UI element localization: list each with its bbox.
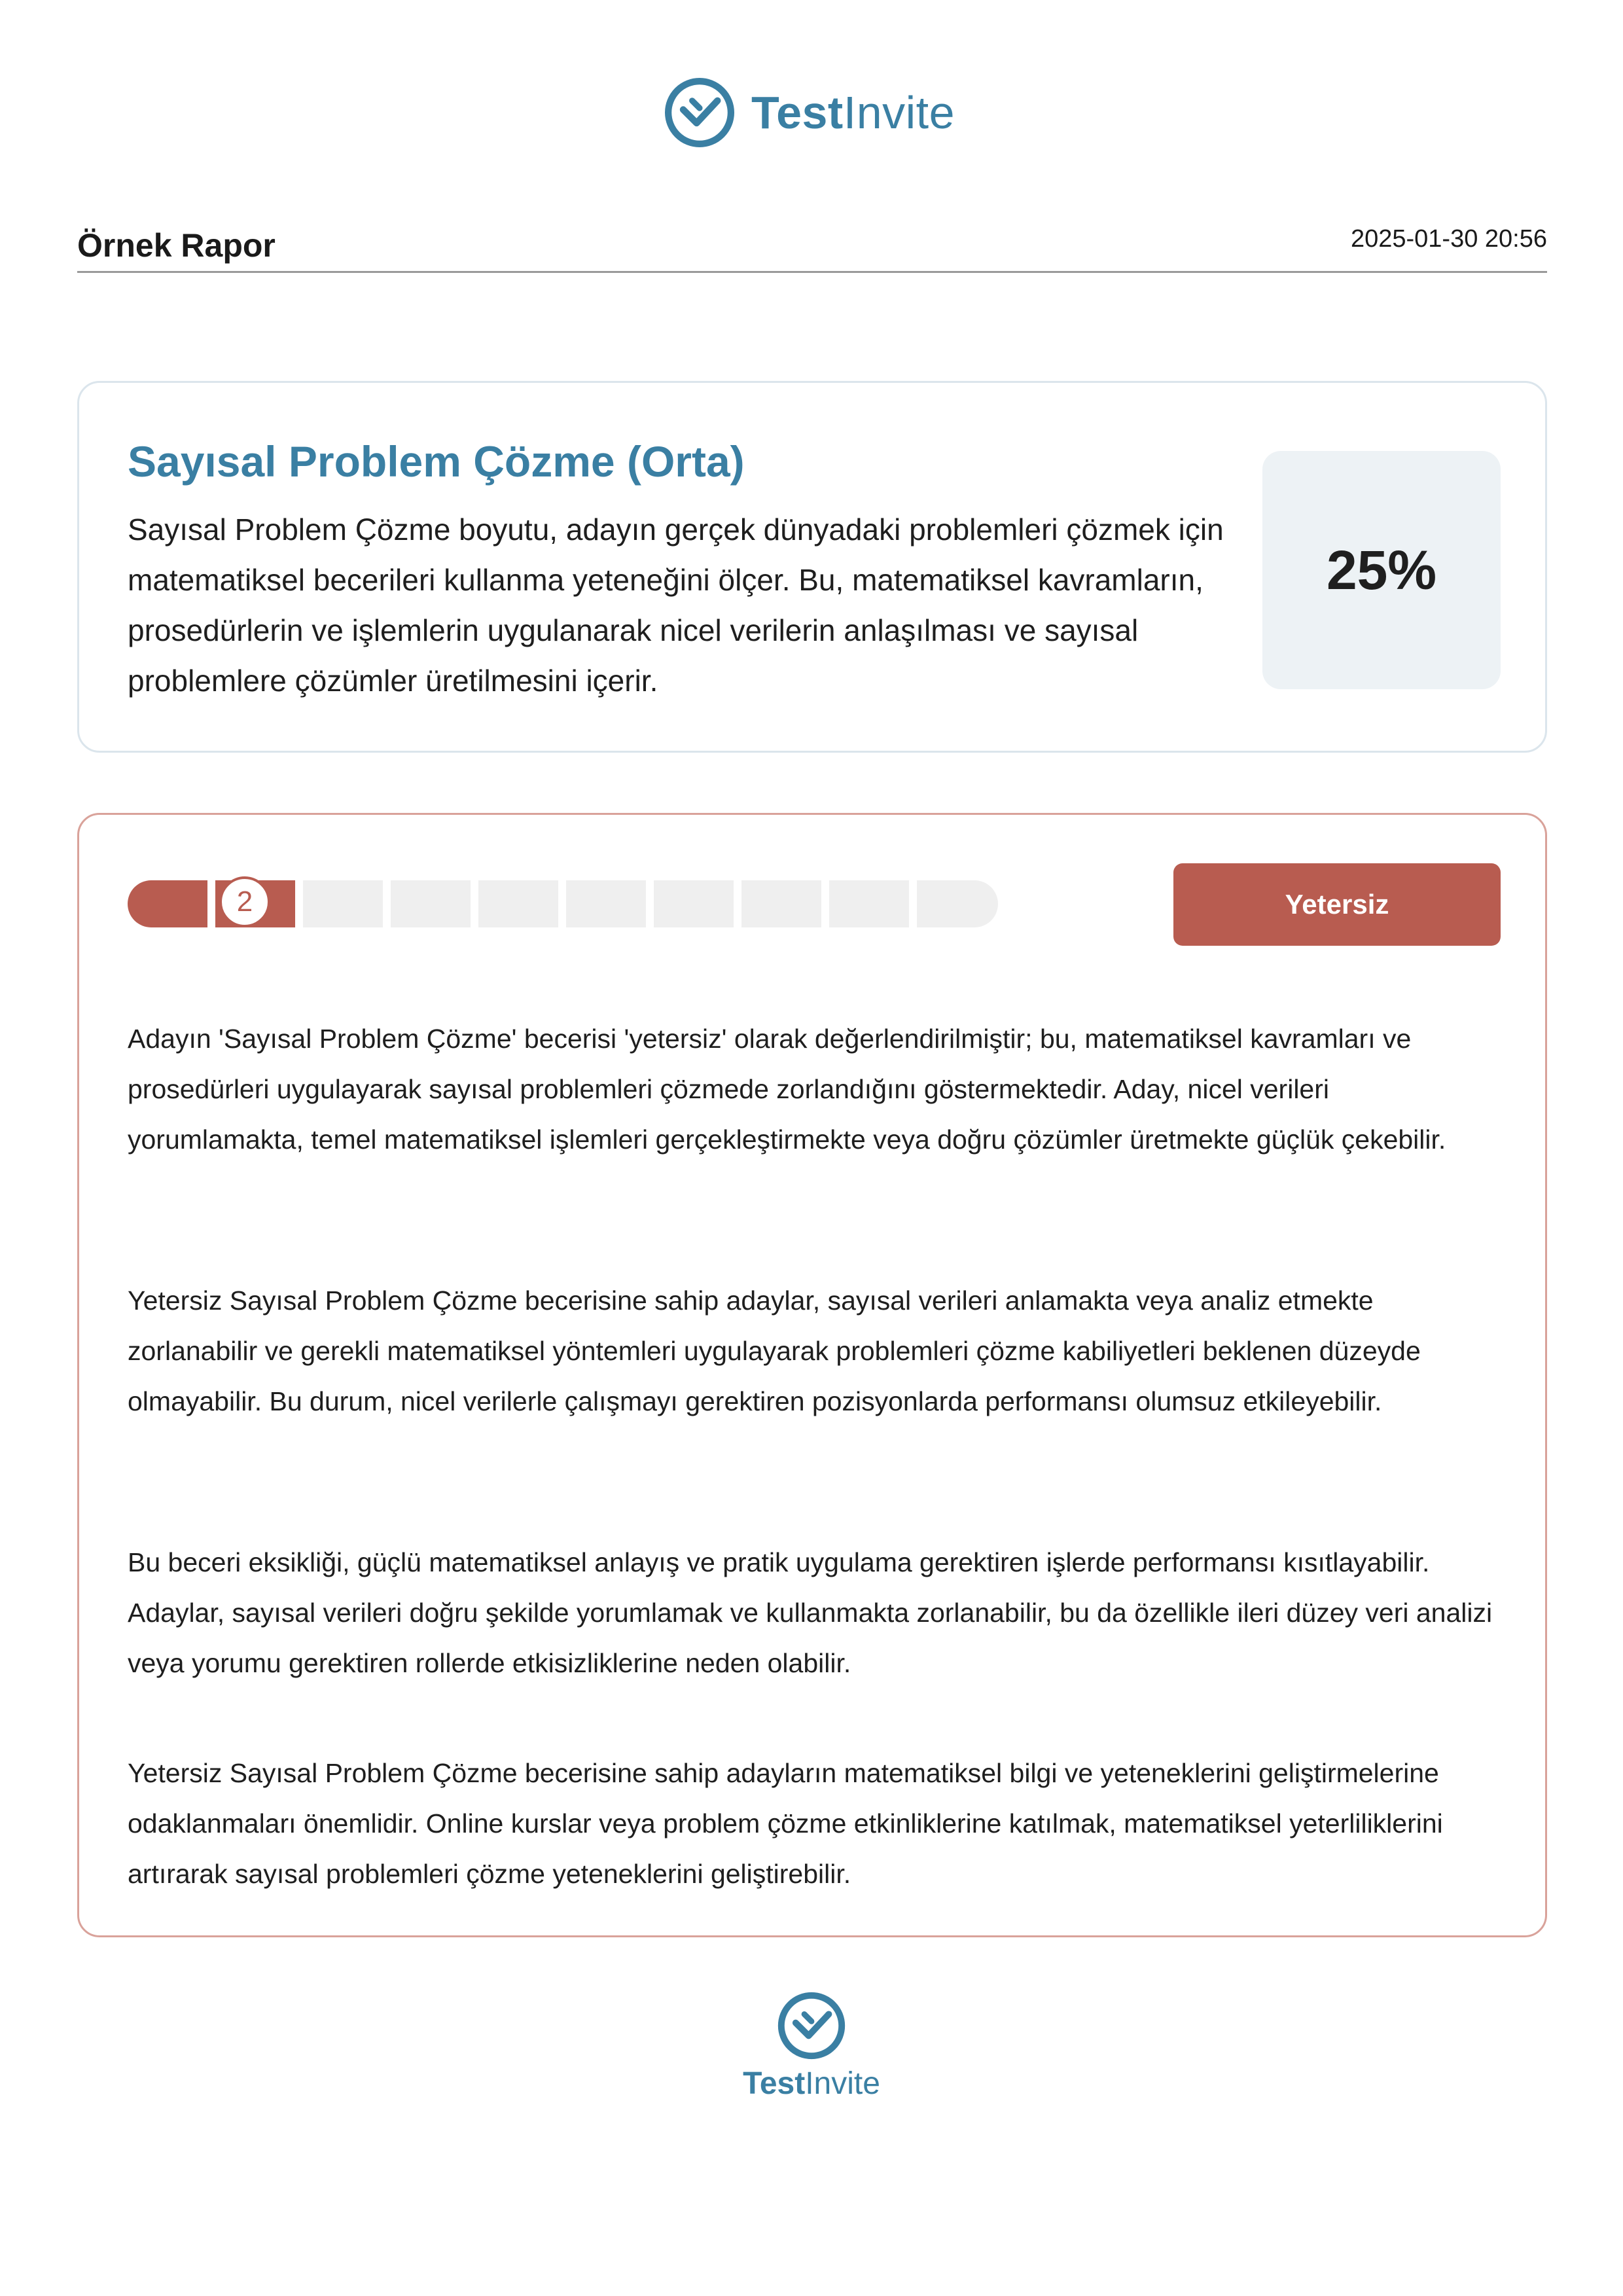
level-segment xyxy=(741,880,821,927)
dimension-title: Sayısal Problem Çözme (Orta) xyxy=(128,437,745,486)
analysis-paragraph: Yetersiz Sayısal Problem Çözme becerisine sahip adayların matematiksel bilgi ve yeteneklerini geliştirmelerine odaklanmaları önemlidir. Online kurslar veya problem çözme etkinliklerine katılmak, matematiksel yeterliliklerini artırarak sayısal problemleri çözme yeteneklerini geliştirebilir. xyxy=(128,1758,1443,1889)
footer-brand-name: TestInvite xyxy=(743,2066,880,2101)
level-segment xyxy=(654,880,734,927)
brand-logo xyxy=(662,73,955,152)
level-segment xyxy=(128,880,207,927)
level-segment xyxy=(917,880,998,927)
report-date: 2025-01-30 20:56 xyxy=(1350,225,1547,253)
status-badge: Yetersiz xyxy=(1173,863,1501,946)
detail-card xyxy=(77,813,1547,1937)
analysis-paragraph: Yetersiz Sayısal Problem Çözme becerisine sahip adaylar, sayısal verileri anlamakta veya analiz etmekte zorlanabilir ve gerekli matematiksel yöntemleri uygulayarak problemleri çözme kabiliyetleri beklenen düzeyde olmayabilir. Bu durum, nicel verilerle çalışmayı gerektiren pozisyonlarda performansı olumsuz etkileyebilir. xyxy=(128,1285,1421,1416)
level-segment xyxy=(303,880,383,927)
analysis-paragraph: Bu beceri eksikliği, güçlü matematiksel anlayış ve pratik uygulama gerektiren işlerde performansı kısıtlayabilir. Adaylar, sayısal verileri doğru şekilde yorumlamak ve kullanmakta zorlanabilir, bu da özellikle ileri düzey veri analizi veya yorumu gerektiren rollerde etkisizliklerine neden olabilir. xyxy=(128,1547,1493,1678)
footer-logo xyxy=(740,1990,883,2102)
level-bar xyxy=(128,880,998,927)
level-marker: 2 xyxy=(219,876,270,927)
analysis-paragraph: Adayın 'Sayısal Problem Çözme' becerisi 'yetersiz' olarak değerlendirilmiştir; bu, matematiksel kavramları ve prosedürleri uygulayarak sayısal problemleri çözmede zorlandığını göstermektedir. Aday, nicel verileri yorumlamakta, temel matematiksel işlemleri gerçekleştirmekte veya doğru çözümler üretmekte güçlük çekebilir. xyxy=(128,1024,1446,1155)
level-segment xyxy=(829,880,909,927)
level-segment xyxy=(391,880,471,927)
check-badge-icon xyxy=(776,1990,847,2062)
report-title: Örnek Rapor xyxy=(77,227,276,264)
level-segment xyxy=(566,880,646,927)
brand-name: TestInvite xyxy=(751,87,955,138)
level-segment xyxy=(478,880,558,927)
summary-card xyxy=(77,381,1547,753)
check-badge-icon xyxy=(662,75,737,150)
report-header xyxy=(77,220,1547,273)
score-box: 25% xyxy=(1262,451,1501,689)
dimension-description: Sayısal Problem Çözme boyutu, adayın gerçek dünyadaki problemleri çözmek için matematiksel becerileri kullanma yeteneğini ölçer. Bu, matematiksel kavramların, prosedürlerin ve işlemlerin uygulanarak nicel verilerin anlaşılması ve sayısal problemlere çözümler üretilmesini içerir. xyxy=(128,512,1224,698)
